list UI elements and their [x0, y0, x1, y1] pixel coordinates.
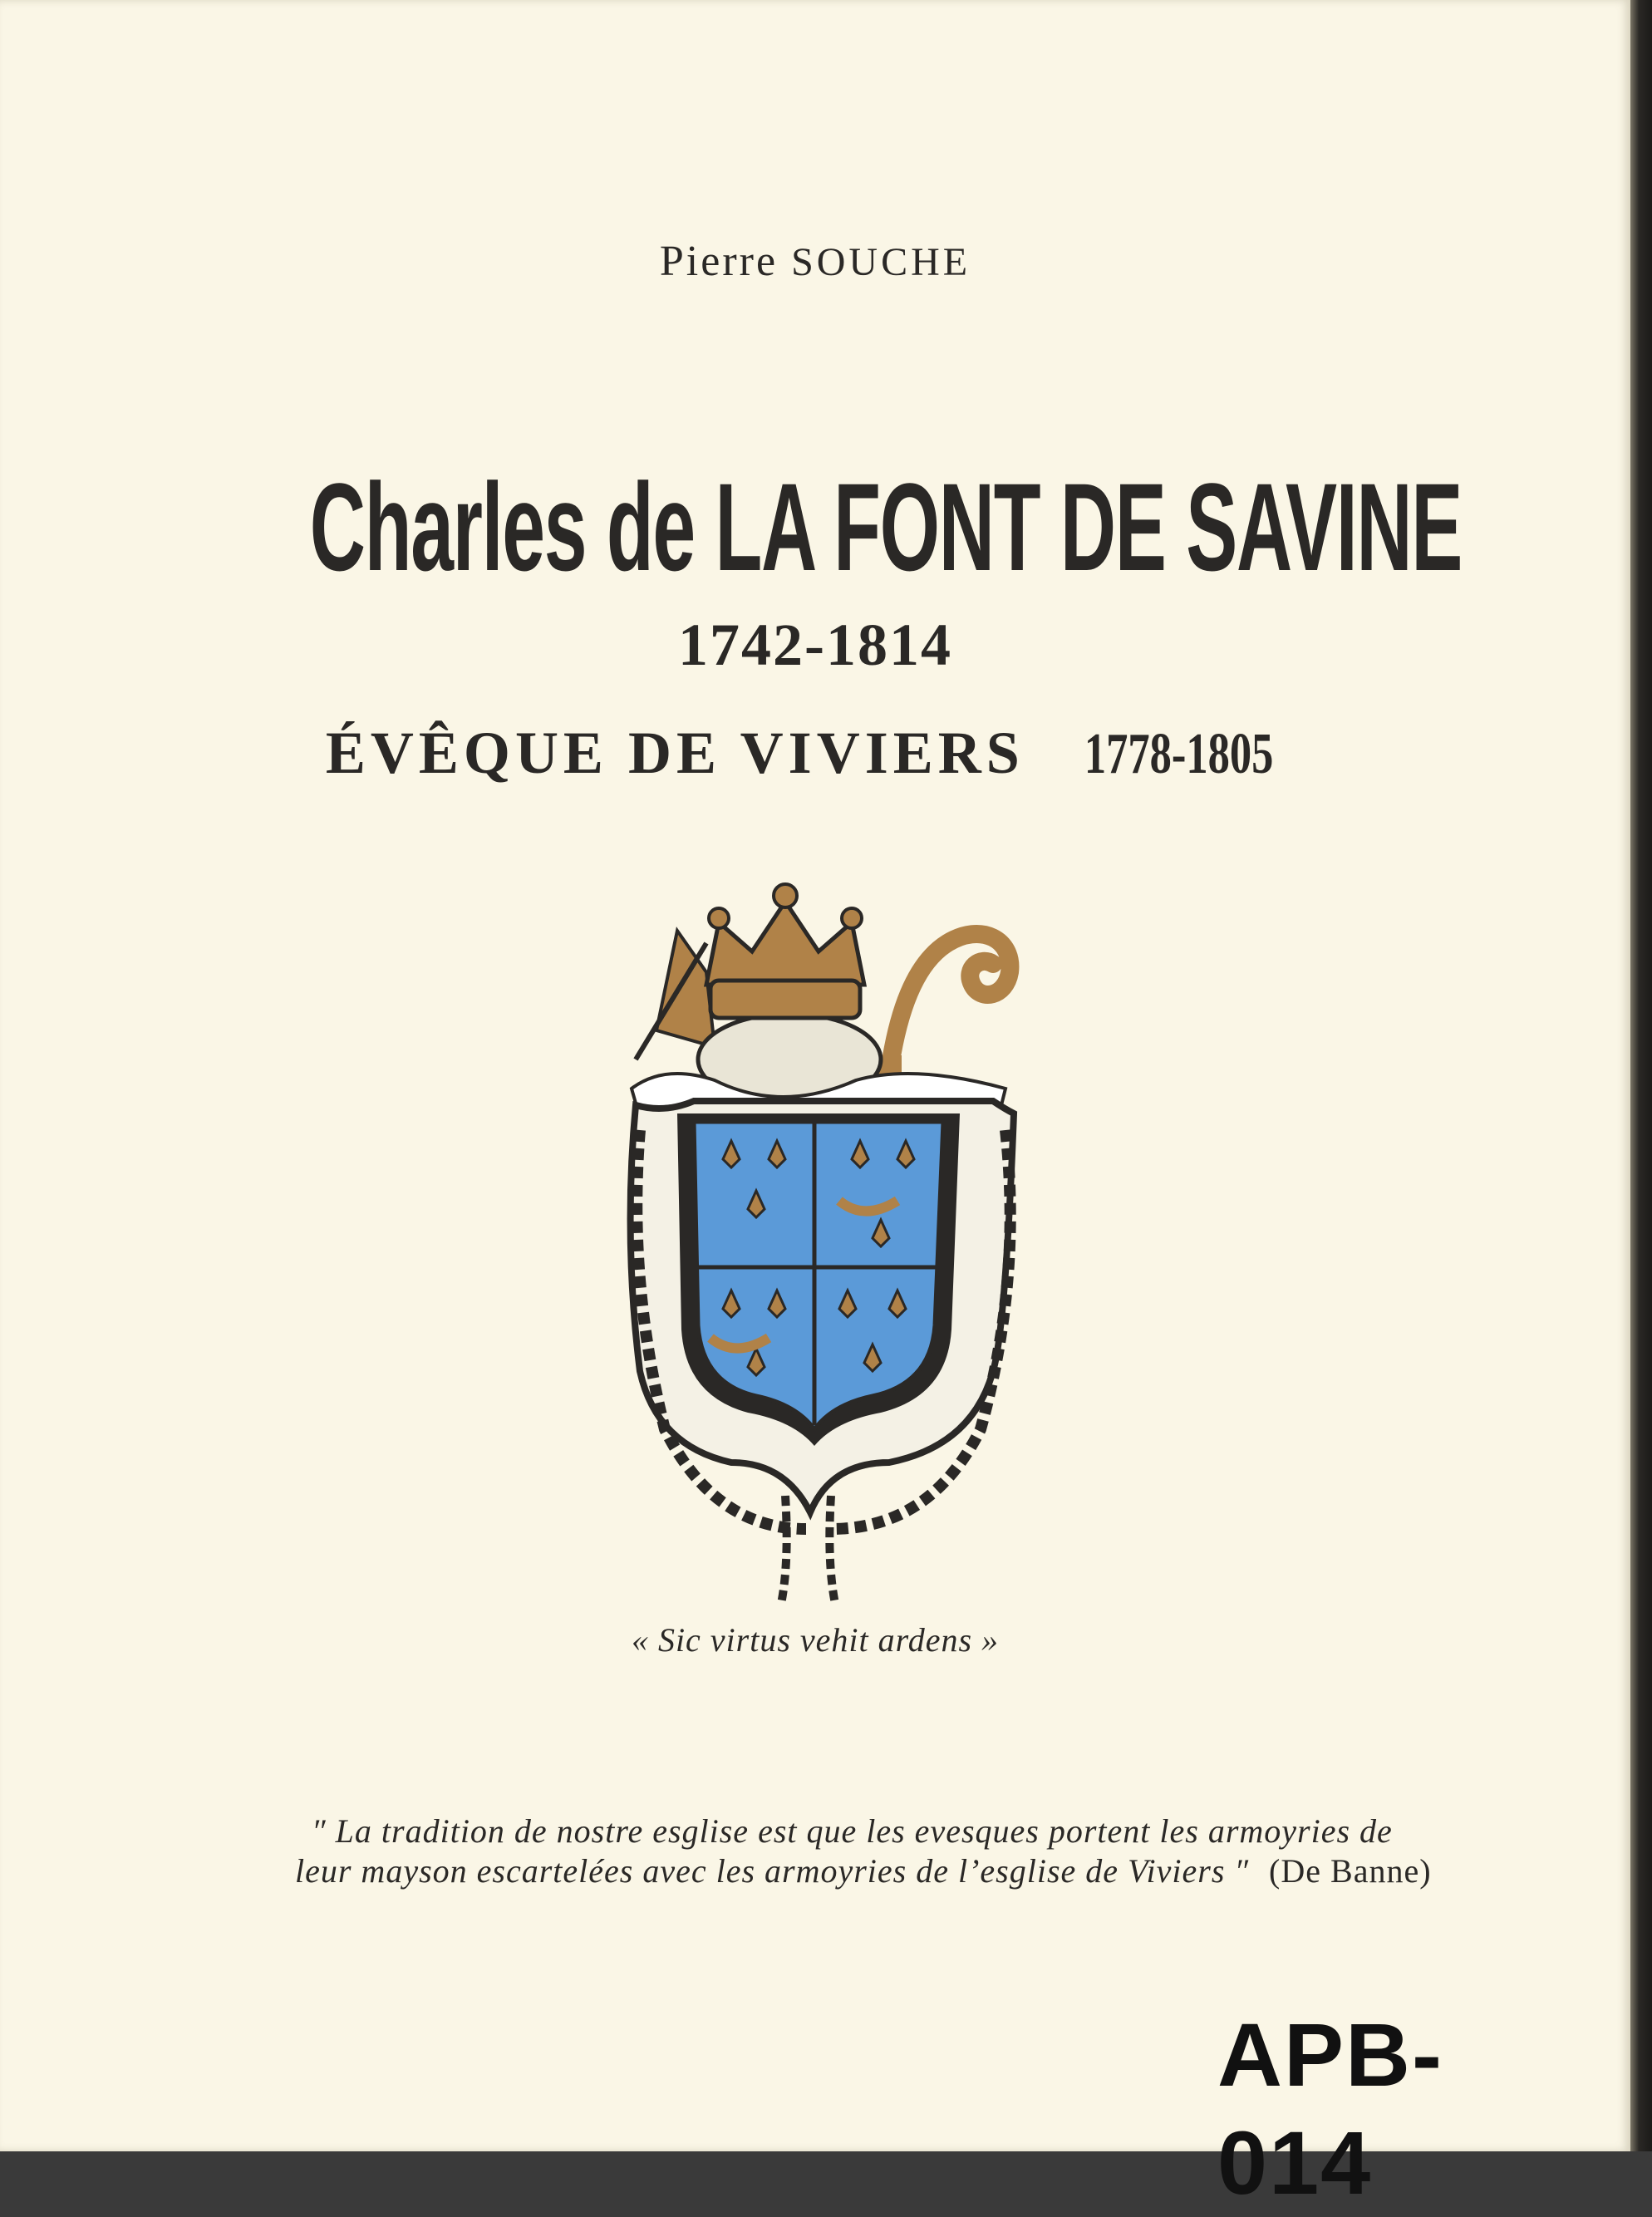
author-name	[0, 237, 1630, 286]
subtitle-text: ÉVÊQUE DE VIVIERS	[325, 720, 1025, 786]
epigraph-line-1: ″ La tradition de nostre esglise est que les evesques portent les armoyries de	[312, 1812, 1393, 1850]
author-first-name: Pierre	[659, 238, 779, 285]
life-dates: 1742-1814	[678, 612, 952, 678]
book-spine-edge	[1630, 0, 1652, 2151]
book-subtitle	[0, 719, 1630, 788]
subtitle-years: 1778-1805	[1084, 722, 1274, 786]
epigraph-line-2: leur mayson escartelées avec les armoyries de l’esglise de Viviers ″ (De Banne)	[295, 1852, 1432, 1890]
epigraph-credit: (De Banne)	[1269, 1852, 1432, 1890]
motto: « Sic virtus vehit ardens »	[631, 1621, 1000, 1659]
book-title: Charles de LA FONT DE SAVINE	[309, 457, 1463, 597]
catalog-label: APB-014	[1217, 2004, 1443, 2213]
author-last-name: SOUCHE	[791, 240, 971, 284]
coat-of-arms-emblem	[615, 864, 1047, 1612]
